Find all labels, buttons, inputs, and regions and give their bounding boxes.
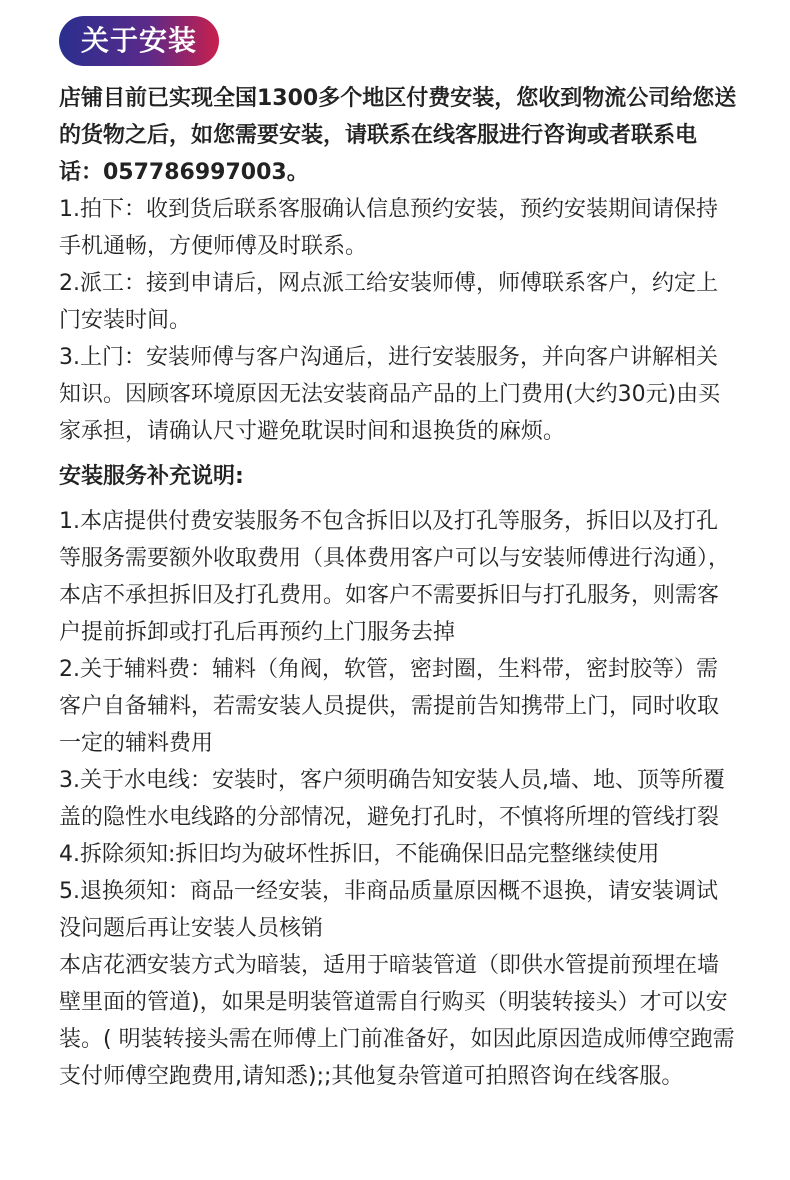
intro-paragraph: 店铺目前已实现全国1300多个地区付费安装，您收到物流公司给您送的货物之后，如您需要安装，请联系在线客服进行咨询或者联系电话：057786997003。 (59, 86, 737, 185)
content-body (59, 80, 739, 1095)
supplement-item: 3.关于水电线：安装时，客户须明确告知安装人员,墙、地、顶等所覆盖的隐性水电线路的分部情况，避免打孔时，不慎将所埋的管线打裂 (59, 768, 725, 830)
supplement-item: 2.关于辅料费：辅料（角阀，软管，密封圈，生料带，密封胶等）需客户自备辅料，若需安装人员提供，需提前告知携带上门，同时收取一定的辅料费用 (59, 657, 720, 756)
shower-install-note: 本店花洒安装方式为暗装，适用于暗装管道（即供水管提前预埋在墙壁里面的管道)，如果是明装管道需自行购买（明装转接头）才可以安装。( 明装转接头需在师傅上门前准备好，如因此原因造成师傅空跑需支付师傅空跑费用,请知悉);;其他复杂管道可拍照咨询在线客服。 (59, 953, 735, 1089)
section-title-badge: 关于安装 (59, 16, 219, 66)
supplement-item: 4.拆除须知:拆旧均为破坏性拆旧，不能确保旧品完整继续使用 (59, 842, 660, 867)
step-item: 2.派工：接到申请后，网点派工给安装师傅，师傅联系客户，约定上门安装时间。 (59, 271, 718, 333)
supplement-item: 5.退换须知：商品一经安装，非商品质量原因概不退换，请安装调试没问题后再让安装人员核销 (59, 879, 718, 941)
step-item: 1.拍下：收到货后联系客服确认信息预约安装，预约安装期间请保持手机通畅，方便师傅及时联系。 (59, 197, 718, 259)
supplement-item: 1.本店提供付费安装服务不包含拆旧以及打孔等服务，拆旧以及打孔等服务需要额外收取费用（具体费用客户可以与安装师傅进行沟通），本店不承担拆旧及打孔费用。如客户不需要拆旧与打孔服务，则需客户提前拆卸或打孔后再预约上门服务去掉 (59, 509, 731, 645)
step-item: 3.上门：安装师傅与客户沟通后，进行安装服务，并向客户讲解相关知识。因顾客环境原因无法安装商品产品的上门费用(大约30元)由买家承担，请确认尺寸避免耽误时间和退换货的麻烦。 (59, 345, 721, 444)
supplement-heading: 安装服务补充说明: (59, 464, 244, 489)
